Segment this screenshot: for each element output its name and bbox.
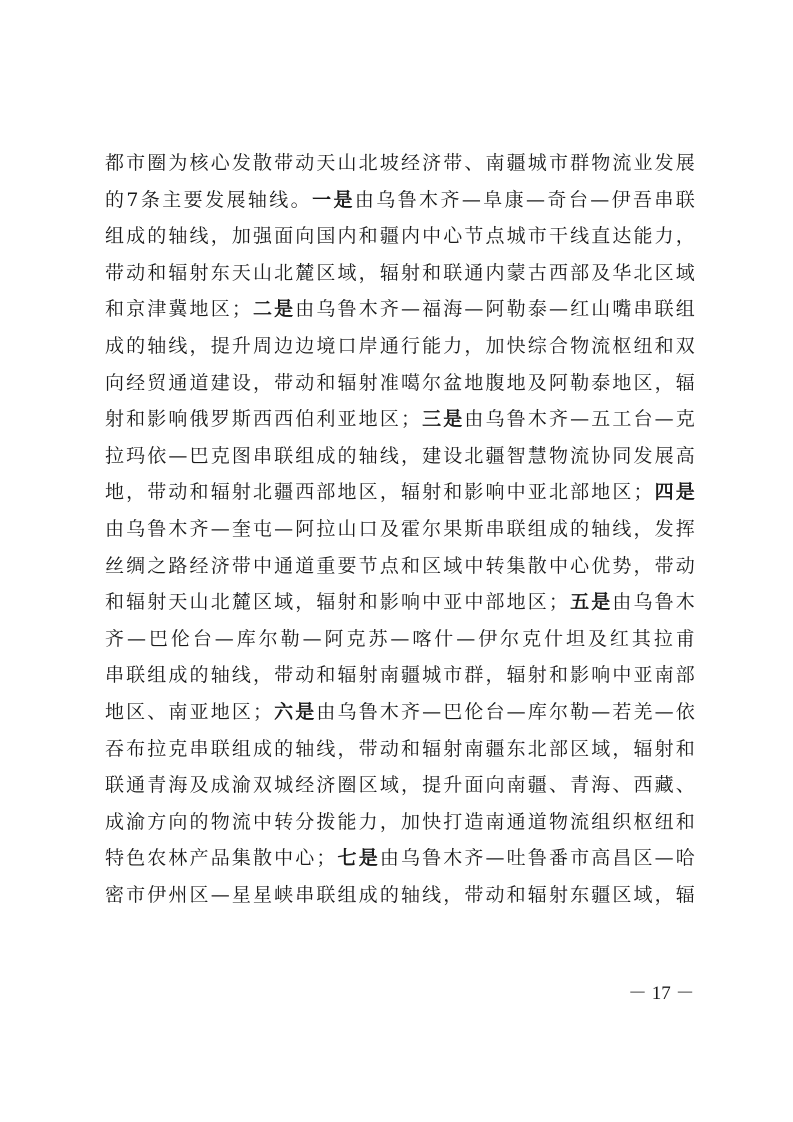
text-run: 射和影响俄罗斯西西伯利亚地区； bbox=[105, 408, 421, 431]
text-run: 由乌鲁木齐—奎屯—阿拉山口及霍尔果斯串联组成的轴线，发挥 bbox=[105, 517, 695, 540]
text-line bbox=[105, 365, 695, 402]
text-run: 都市圈为核心发散带动天山北坡经济带、南疆城市群物流业发展 bbox=[105, 152, 695, 174]
text-run: 串联组成的轴线，带动和辐射南疆城市群，辐射和影响中亚南部 bbox=[105, 664, 695, 687]
text-line bbox=[105, 401, 695, 438]
text-run: 齐—巴伦台—库尔勒—阿克苏—喀什—伊尔克什坦及红其拉甫 bbox=[105, 627, 695, 650]
text-run: 地，带动和辐射北疆西部地区，辐射和影响中亚北部地区； bbox=[105, 481, 653, 504]
text-run: 成渝方向的物流中转分拨能力，加快打造南通道物流组织枢纽和 bbox=[105, 810, 695, 833]
text-line bbox=[105, 474, 695, 511]
text-line bbox=[105, 621, 695, 658]
text-line bbox=[105, 182, 695, 219]
text-line bbox=[105, 511, 695, 548]
text-run: 组成的轴线，加强面向国内和疆内中心节点城市干线直达能力， bbox=[105, 225, 695, 248]
text-run: 由乌鲁木齐—五工台—克 bbox=[464, 408, 696, 431]
bold-ordinal: 五是 bbox=[568, 591, 613, 614]
text-run: 的7条主要发展轴线。 bbox=[105, 188, 313, 211]
text-line bbox=[105, 328, 695, 365]
text-line bbox=[105, 255, 695, 292]
bold-ordinal: 一是 bbox=[312, 188, 355, 211]
text-run: 特色农林产品集散中心； bbox=[105, 847, 336, 870]
text-line bbox=[105, 291, 695, 328]
text-run: 和京津冀地区； bbox=[105, 298, 252, 321]
bold-ordinal: 四是 bbox=[652, 481, 695, 504]
bold-ordinal: 七是 bbox=[335, 847, 380, 870]
text-run: 丝绸之路经济带中通道重要节点和区域中转集散中心优势，带动 bbox=[105, 554, 695, 577]
text-run: 联通青海及成渝双城经济圈区域，提升面向南疆、青海、西藏、 bbox=[105, 774, 695, 797]
text-line bbox=[105, 584, 695, 621]
text-line bbox=[105, 438, 695, 475]
text-run: 向经贸通道建设，带动和辐射准噶尔盆地腹地及阿勒泰地区，辐 bbox=[105, 371, 695, 394]
text-line bbox=[105, 877, 695, 914]
text-run: 带动和辐射东天山北麓区域，辐射和联通内蒙古西部及华北区域 bbox=[105, 261, 695, 284]
text-line bbox=[105, 548, 695, 585]
text-run: 成的轴线，提升周边边境口岸通行能力，加快综合物流枢纽和双 bbox=[105, 334, 695, 357]
text-run: 由乌鲁木 bbox=[612, 591, 695, 614]
text-line bbox=[105, 694, 695, 731]
text-line bbox=[105, 840, 695, 877]
text-line bbox=[105, 145, 695, 182]
text-run: 由乌鲁木齐—阜康—奇台—伊吾串联 bbox=[354, 188, 696, 211]
text-run: 和辐射天山北麓区域，辐射和影响中亚中部地区； bbox=[105, 591, 569, 614]
bold-ordinal: 二是 bbox=[251, 298, 296, 321]
text-line bbox=[105, 657, 695, 694]
body-paragraph bbox=[105, 145, 695, 913]
text-run: 地区、南亚地区； bbox=[105, 700, 273, 723]
text-run: 由乌鲁木齐—福海—阿勒泰—红山嘴串联组 bbox=[295, 298, 695, 321]
text-line bbox=[105, 804, 695, 841]
page-number: － 17 － bbox=[628, 983, 695, 1004]
text-line bbox=[105, 767, 695, 804]
text-run: 由乌鲁木齐—巴伦台—库尔勒—若羌—依 bbox=[316, 700, 695, 723]
bold-ordinal: 三是 bbox=[420, 408, 465, 431]
text-run: 密市伊州区—星星峡串联组成的轴线，带动和辐射东疆区域，辐 bbox=[105, 883, 695, 906]
text-run: 吞布拉克串联组成的轴线，带动和辐射南疆东北部区域，辐射和 bbox=[105, 737, 695, 760]
text-run: 拉玛依—巴克图串联组成的轴线，建设北疆智慧物流协同发展高 bbox=[105, 444, 695, 467]
text-line bbox=[105, 731, 695, 768]
bold-ordinal: 六是 bbox=[272, 700, 317, 723]
text-line bbox=[105, 218, 695, 255]
text-run: 由乌鲁木齐—吐鲁番市高昌区—哈 bbox=[379, 847, 696, 870]
